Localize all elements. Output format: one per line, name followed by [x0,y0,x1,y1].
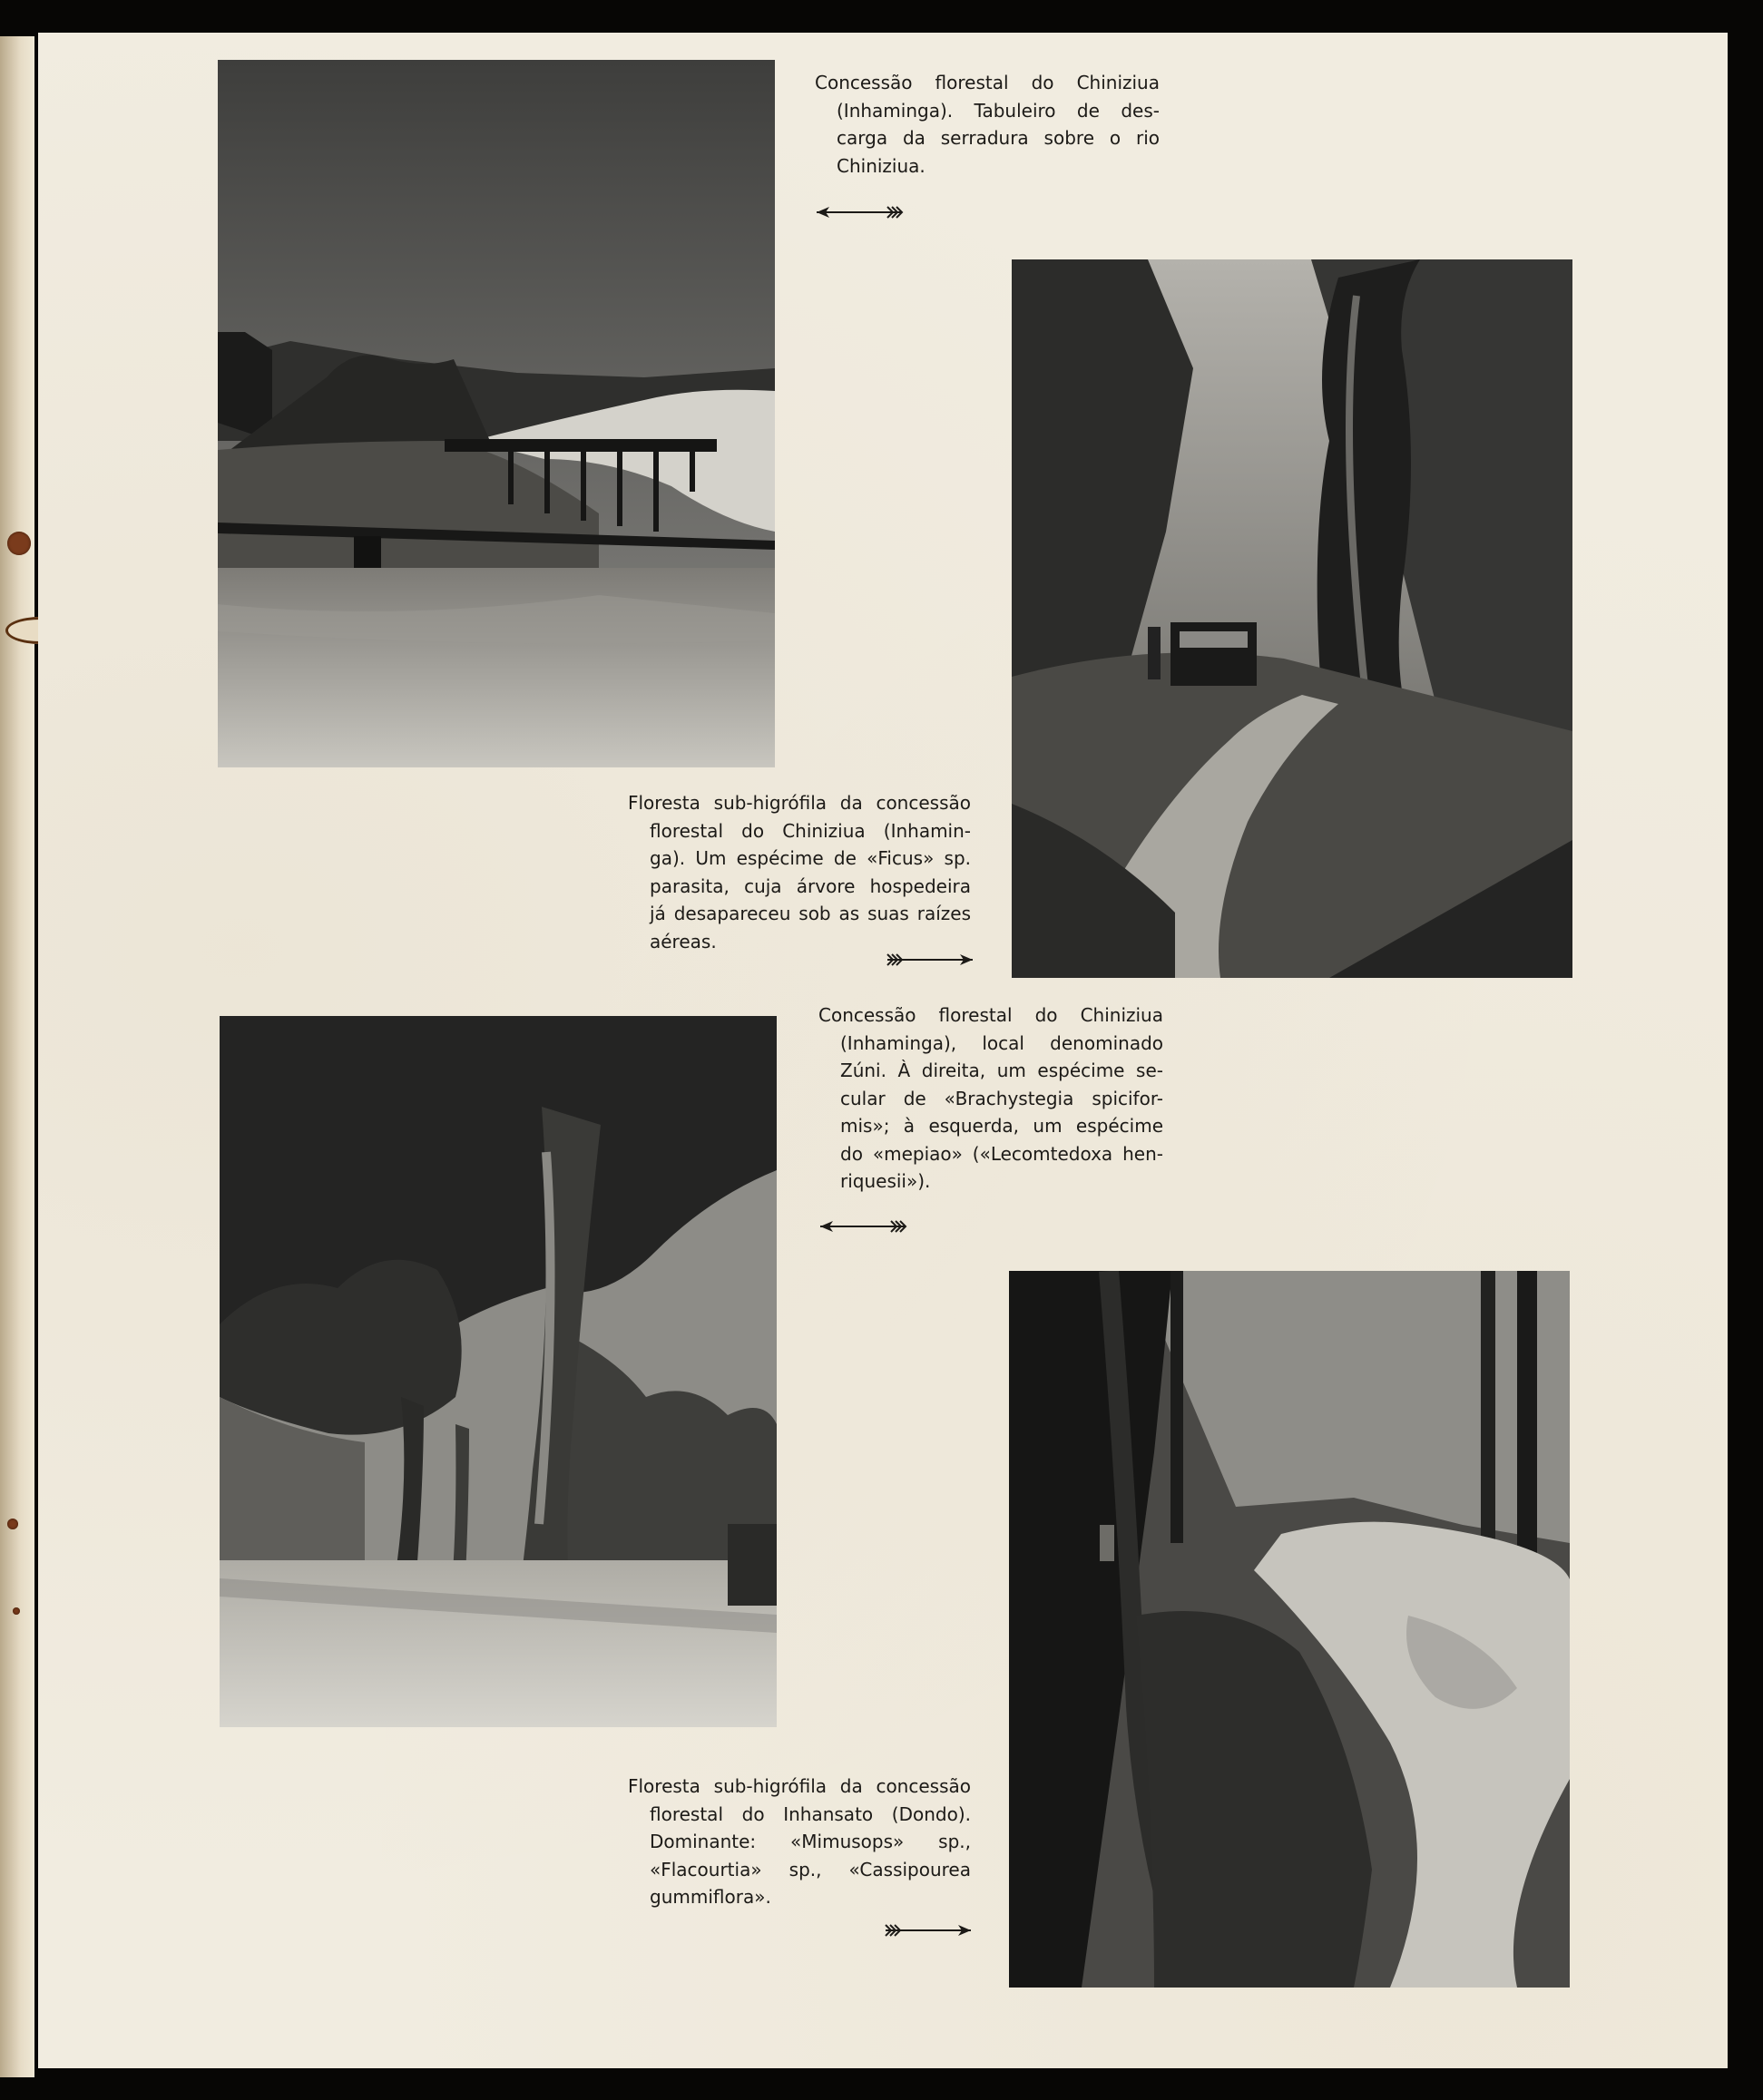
caption-line: Chiniziua. [837,154,926,177]
caption-line: ga). Um espécime de «Ficus» sp. [650,847,971,869]
caption-zuni [818,1001,1163,1196]
caption-river-platform [815,69,1160,180]
photo-inhansato-road [1009,1271,1570,1988]
caption-line: Zúni. À direita, um espécime se- [840,1060,1163,1081]
caption-line: riquesii»). [840,1170,931,1192]
photo-zuni-trees [220,1016,777,1727]
caption-line: aéreas. [650,930,717,952]
caption-line: (Inhaminga). Tabuleiro de des- [837,99,1160,122]
caption-line: (Inhaminga), local denominado [840,1031,1163,1054]
binding-hole [13,1607,20,1615]
caption-line: Concessão florestal do Chiniziua [818,1004,1163,1026]
caption-line: Concessão florestal do Chiniziua [815,72,1160,93]
caption-line: carga da serradura sobre o rio [837,127,1160,149]
caption-line: gummiflora». [650,1886,771,1908]
caption-line: já desapareceu sob as suas raízes [650,903,971,924]
page-sheet [38,33,1728,2068]
photo-ficus-road [1012,259,1572,978]
caption-line: «Flacourtia» sp., «Cassipourea [650,1858,971,1880]
arrow-left-icon [815,203,906,221]
caption-line: cular de «Brachystegia spicifor- [840,1087,1163,1109]
arrow-right-icon [882,1921,973,1939]
arrow-right-icon [884,951,975,969]
caption-line: parasita, cuja árvore hospedeira [650,874,971,897]
caption-line: Floresta sub-higrófila da concessão [628,792,971,814]
caption-line: mis»; à esquerda, um espécime [840,1115,1163,1137]
caption-line: florestal do Inhansato (Dondo). [650,1802,971,1825]
binding-hole [7,1519,18,1529]
caption-ficus [628,789,971,955]
arrow-left-icon [818,1217,909,1236]
caption-line: Floresta sub-higrófila da concessão [628,1775,971,1797]
caption-line: Dominante: «Mimusops» sp., [650,1831,971,1852]
caption-line: do «mepiao» («Lecomtedoxa hen- [840,1142,1163,1165]
caption-inhansato [628,1773,971,1911]
photo-river-platform [218,60,775,767]
facing-page-edge [0,36,34,2077]
caption-line: florestal do Chiniziua (Inhamin- [650,819,971,842]
binding-hole [7,532,31,555]
